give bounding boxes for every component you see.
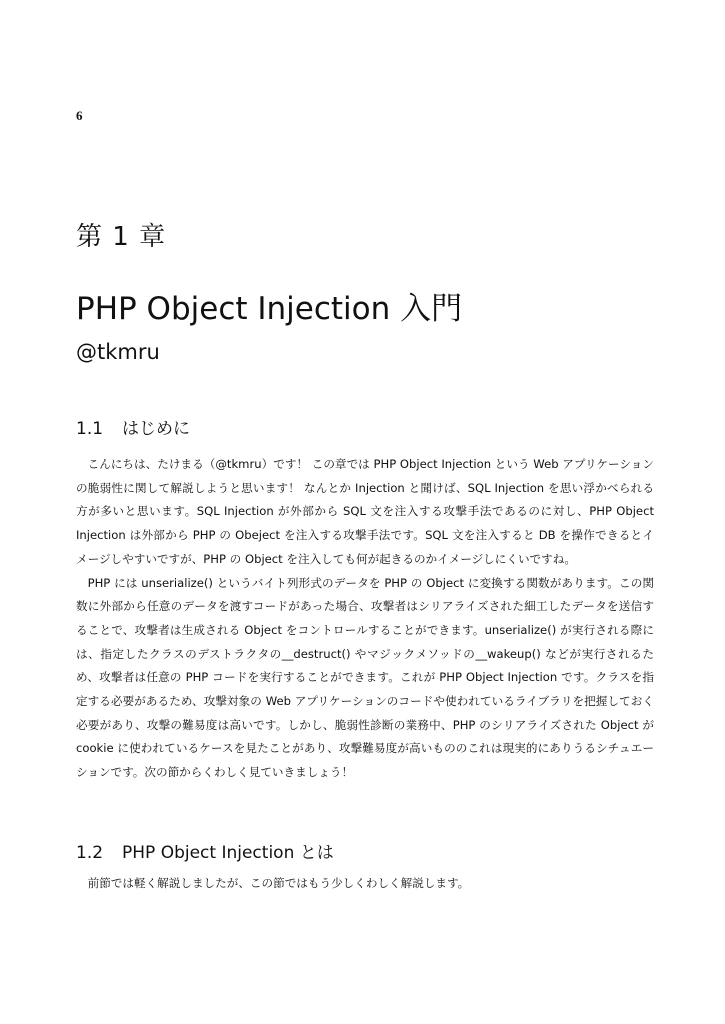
chapter-title: PHP Object Injection 入門	[76, 291, 463, 327]
author-handle: @tkmru	[76, 340, 160, 364]
paragraph: PHP には unserialize() というバイト列形式のデータを PHP の Object に変換する関数があります。この関数に外部から任意のデータを渡すコードがあった場合、攻撃者はシリアライズされた細工したデータを送信することで、攻撃者は生成される Object をコントロールすることができます。unserialize() が実行される際には、指定したクラスのデストラクタの__destruct() やマジックメソッドの__wakeup() などが実行されるため、攻撃者は任意の PHP コードを実行することができます。これが PHP Object Injection です。クラスを指定する必要があるため、攻撃対象の Web アプリケーションのコードや使われているライブラリを把握しておく必要があり、攻撃の難易度は高いです。しかし、脆弱性診断の業務中、PHP のシリアライズされた Object が cookie に使われているケースを見たことがあり、攻撃難易度が高いもののこれは現実的にありうるシチュエーションです。次の節からくわしく見ていきましょう！	[76, 575, 654, 780]
section-title: PHP Object Injection とは	[122, 843, 334, 863]
section-body-1-1	[76, 453, 654, 785]
section-number: 1.2	[76, 843, 104, 863]
section-body-1-2	[76, 872, 654, 896]
section-heading-1-2	[76, 838, 334, 863]
page-number: 6	[76, 108, 83, 123]
chapter-label: 第 1 章	[76, 222, 167, 252]
paragraph: 前節では軽く解説しましたが、この節ではもう少しくわしく解説します。	[87, 876, 470, 890]
section-number: 1.1	[76, 419, 104, 439]
paragraph: こんにちは、たけまる（@tkmru）です！ この章では PHP Object Injection という Web アプリケーションの脆弱性に関して解説しようと思います！ なんとか Injection と聞けば、SQL Injection を思い浮かべられる方が多いと思います。SQL Injection が外部から SQL 文を注入する攻撃手法であるのに対し、PHP Object Injection は外部から PHP の Obeject を注入する攻撃手法です。SQL 文を注入すると DB を操作できるとイメージしやすいですが、PHP の Object を注入しても何が起きるのかイメージしにくいですね。	[76, 457, 654, 566]
section-heading-1-1	[76, 414, 190, 439]
section-title: はじめに	[122, 419, 190, 439]
